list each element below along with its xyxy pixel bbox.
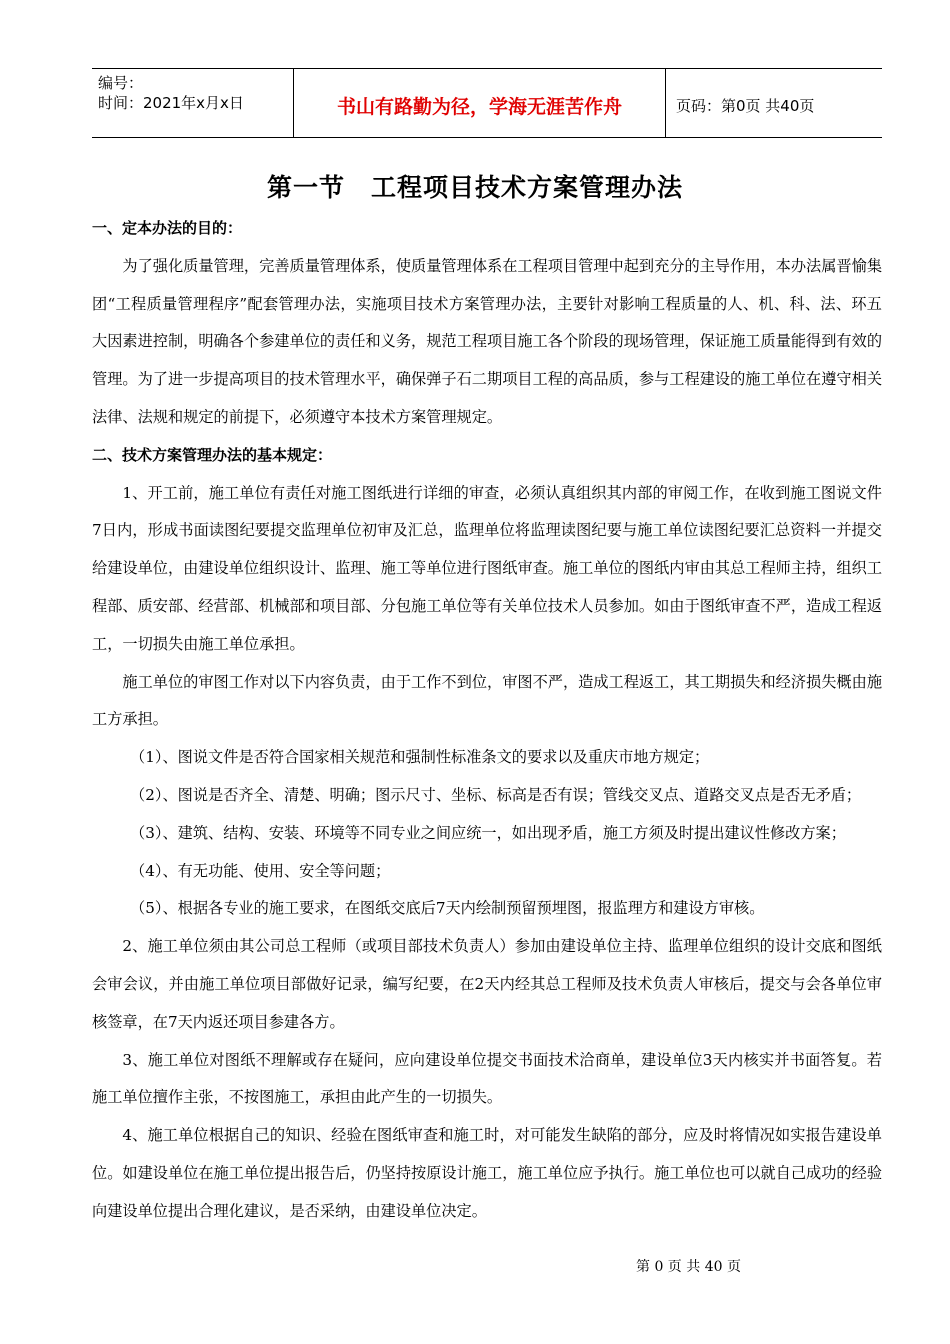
list-item: （2）、图说是否齐全、清楚、明确；图示尺寸、坐标、标高是否有误；管线交叉点、道路交叉点是否无矛盾； bbox=[130, 785, 862, 804]
document-body bbox=[92, 210, 882, 1231]
list-item: （1）、图说文件是否符合国家相关规范和强制性标准条文的要求以及重庆市地方规定； bbox=[130, 748, 710, 767]
list-item: （3）、建筑、结构、安装、环境等不同专业之间应统一，如出现矛盾，施工方须及时提出建议性修改方案； bbox=[130, 823, 846, 842]
paragraph: 为了强化质量管理，完善质量管理体系，使质量管理体系在工程项目管理中起到充分的主导作用，本办法属晋愉集团“工程质量管理程序”配套管理办法，实施项目技术方案管理办法，主要针对影响工程质量的人、机、科、法、环五大因素进控制，明确各个参建单位的责任和义务，规范工程项目施工各个阶段的现场管理，保证施工质量能得到有效的管理。为了进一步提高项目的技术管理水平，确保弹子石二期项目工程的高品质，参与工程建设的施工单位在遵守相关法律、法规和规定的前提下，必须遵守本技术方案管理规定。 bbox=[92, 256, 882, 426]
paragraph: 3、施工单位对图纸不理解或存在疑问，应向建设单位提交书面技术洽商单，建设单位3天内核实并书面答复。若施工单位擅作主张，不按图施工，承担由此产生的一切损失。 bbox=[92, 1050, 882, 1107]
page-header bbox=[92, 68, 882, 138]
section-heading-1: 一、定本办法的目的： bbox=[92, 219, 243, 237]
list-item: （4）、有无功能、使用、安全等问题； bbox=[130, 861, 391, 880]
paragraph: 4、施工单位根据自己的知识、经验在图纸审查和施工时，对可能发生缺陷的部分，应及时将情况如实报告建设单位。如建设单位在施工单位提出报告后，仍坚持按原设计施工，施工单位应予执行。施工单位也可以就自己成功的经验向建设单位提出合理化建议，是否采纳，由建设单位决定。 bbox=[92, 1126, 882, 1220]
list-item: （5）、根据各专业的施工要求，在图纸交底后7天内绘制预留预埋图，报监理方和建设方审核。 bbox=[130, 899, 765, 918]
section-heading-2: 二、技术方案管理办法的基本规定： bbox=[92, 445, 333, 464]
paragraph: 施工单位的审图工作对以下内容负责，由于工作不到位，审图不严，造成工程返工，其工期损失和经济损失概由施工方承担。 bbox=[92, 672, 882, 729]
page-title: 第一节 工程项目技术方案管理办法 bbox=[266, 173, 683, 202]
header-left-cell bbox=[92, 69, 294, 137]
paragraph: 2、施工单位须由其公司总工程师（或项目部技术负责人）参加由建设单位主持、监理单位组织的设计交底和图纸会审会议，并由施工单位项目部做好记录，编写纪要，在2天内经其总工程师及技术负责人审核后，提交与会各单位审核签章，在7天内返还项目参建各方。 bbox=[92, 937, 882, 1031]
document-time-label: 时间：2021年x月x日 bbox=[98, 94, 244, 112]
footer-page-number: 第 0 页 共 40 页 bbox=[636, 1259, 741, 1275]
paragraph: 1、开工前，施工单位有责任对施工图纸进行详细的审查，必须认真组织其内部的审阅工作，在收到施工图说文件7日内，形成书面读图纪要提交监理单位初审及汇总，监理单位将监理读图纪要与施工单位读图纪要汇总资料一并提交给建设单位，由建设单位组织设计、监理、施工等单位进行图纸审查。施工单位的图纸内审由其总工程师主持，组织工程部、质安部、经营部、机械部和项目部、分包施工单位等有关单位技术人员参加。如由于图纸审查不严，造成工程返工，一切损失由施工单位承担。 bbox=[92, 483, 882, 653]
header-page-number: 页码：第0页 共40页 bbox=[676, 96, 815, 115]
document-number-label: 编号： bbox=[98, 74, 144, 92]
header-motto: 书山有路勤为径，学海无涯苦作舟 bbox=[294, 69, 666, 137]
